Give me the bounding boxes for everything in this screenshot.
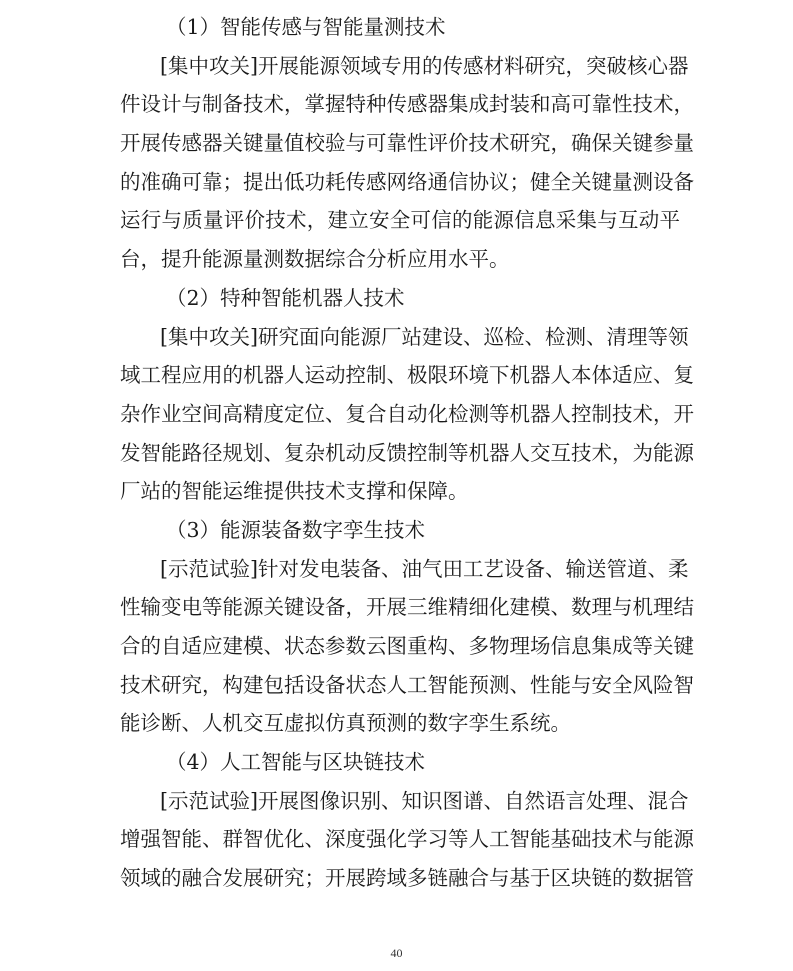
- paragraph-line: [示范试验]针对发电装备、油气田工艺设备、输送管道、柔: [160, 556, 689, 581]
- paragraph-line: 合的自适应建模、状态参数云图重构、多物理场信息集成等关键: [120, 634, 694, 658]
- paragraph-line: 技术研究，构建包括设备状态人工智能预测、性能与安全风险智: [120, 672, 694, 697]
- paragraph-line: [集中攻关]开展能源领域专用的传感材料研究，突破核心器: [160, 53, 689, 78]
- paragraph-line: [集中攻关]研究面向能源厂站建设、巡检、检测、清理等领: [160, 324, 689, 349]
- paragraph-line: 能诊断、人机交互虚拟仿真预测的数字孪生系统。: [120, 711, 571, 736]
- page-number: 40: [390, 946, 403, 960]
- section-heading: （1）智能传感与智能量测技术: [166, 15, 446, 39]
- section-heading: （3）能源装备数字孪生技术: [166, 517, 426, 542]
- paragraph-line: 件设计与制备技术，掌握特种传感器集成封装和高可靠性技术，: [120, 92, 694, 117]
- paragraph-line: [示范试验]开展图像识别、知识图谱、自然语言处理、混合: [160, 788, 689, 813]
- paragraph-line: 厂站的智能运维提供技术支撑和保障。: [120, 479, 469, 504]
- document-body: [120, 8, 694, 898]
- paragraph-line: 发智能路径规划、复杂机动反馈控制等机器人交互技术，为能源: [120, 440, 694, 465]
- paragraph-line: 杂作业空间高精度定位、复合自动化检测等机器人控制技术，开: [120, 401, 694, 426]
- paragraph-line: 的准确可靠；提出低功耗传感网络通信协议；健全关键量测设备: [120, 169, 694, 194]
- paragraph-line: 域工程应用的机器人运动控制、极限环境下机器人本体适应、复: [120, 363, 694, 388]
- section-heading: （2）特种智能机器人技术: [166, 285, 405, 310]
- paragraph-line: 运行与质量评价技术，建立安全可信的能源信息采集与互动平: [120, 208, 680, 233]
- paragraph-line: 增强智能、群智优化、深度强化学习等人工智能基础技术与能源: [120, 827, 694, 852]
- section-heading: （4）人工智能与区块链技术: [166, 750, 426, 775]
- paragraph-line: 性输变电等能源关键设备，开展三维精细化建模、数理与机理结: [120, 595, 694, 620]
- paragraph-line: 开展传感器关键量值校验与可靠性评价技术研究，确保关键参量: [120, 131, 694, 156]
- paragraph-line: 领域的融合发展研究；开展跨域多链融合与基于区块链的数据管: [120, 866, 694, 891]
- paragraph-line: 台，提升能源量测数据综合分析应用水平。: [120, 247, 510, 272]
